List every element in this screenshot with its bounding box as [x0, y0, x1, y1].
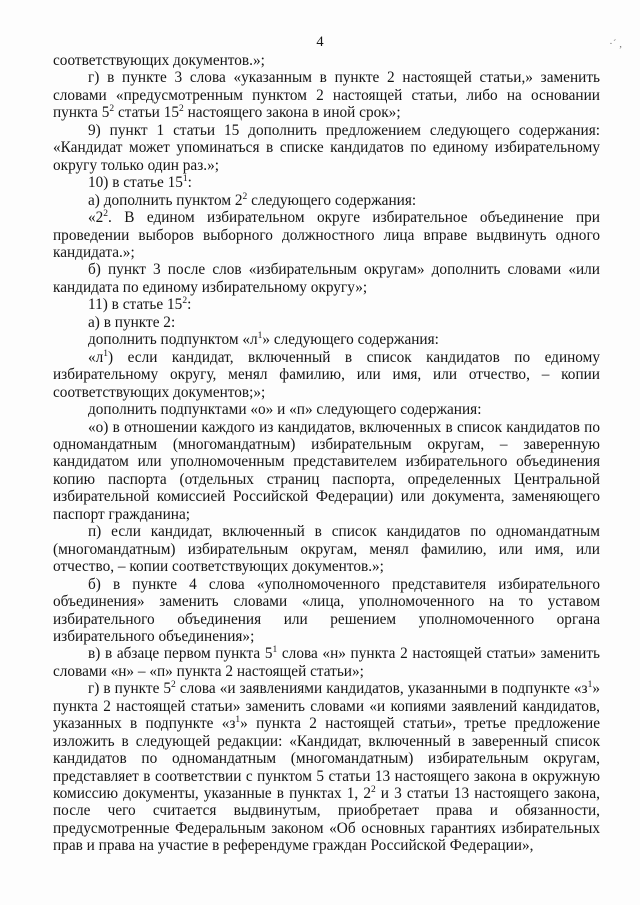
- paragraph: [53, 349, 600, 401]
- text-segment: дополнить подпунктом «л: [88, 331, 258, 349]
- paragraph: [53, 314, 600, 331]
- text-segment: б) пункт 3 после слов «избирательным округам» дополнить словами «или кандидата по единому избирательному округу»;: [53, 261, 600, 296]
- superscript: 2: [370, 785, 376, 796]
- superscript: 2: [242, 191, 248, 202]
- text-segment: » пункта 2 настоящей статьи», третье предложение изложить в следующей редакции: «Кандидат, включенный в заверенный список кандидатов по одномандатным (многомандатным) избирательным округам, представляет в соответствии с пунктом 5 статьи 13 настоящего закона в окружную комиссию документы, указанные в пунктах 1, 2: [53, 715, 600, 803]
- paragraph: [53, 576, 600, 646]
- paragraph: [53, 401, 600, 418]
- paragraph: [53, 296, 600, 313]
- superscript: 2: [179, 104, 184, 115]
- text-segment: ) если кандидат, включенный в список кандидатов по единому избирательному округу, менял фамилию, или имя, или отчество, – копии соответствующих документов;»;: [53, 348, 600, 401]
- superscript: 2: [103, 209, 109, 220]
- superscript: 1: [272, 645, 278, 656]
- paragraph: [53, 174, 600, 191]
- paragraph: [53, 209, 600, 261]
- paragraph: [53, 419, 600, 524]
- text-segment: и 3 статьи 13 настоящего закона, после чего считается выдвинутым, приобретает права и обязанности, предусмотренные Федеральным законом «Об основных гарантиях избирательных прав и права на участие в референдуме граждан Российской Федерации»,: [53, 785, 600, 855]
- superscript: 1: [235, 715, 241, 726]
- paragraph: [53, 122, 600, 174]
- paragraph: [53, 645, 600, 680]
- text-segment: слова «и заявлениями кандидатов, указанными в подпункте «з: [175, 680, 588, 698]
- text-segment: п) если кандидат, включенный в список кандидатов по одномандатным (многомандатным) избирательным округам, менял фамилию, или имя, или отчество, – копии соответствующих документов.»;: [53, 523, 600, 576]
- text-segment: следующего содержания:: [247, 191, 417, 209]
- text-segment: :: [187, 174, 192, 192]
- superscript: 1: [257, 331, 263, 342]
- page-number: 4: [316, 34, 324, 50]
- text-segment: дополнить подпунктами «о» и «п» следующего содержания:: [88, 401, 482, 419]
- text-segment: «л: [88, 348, 104, 366]
- scan-mark: ·ˊ ,: [609, 38, 622, 50]
- text-segment: а) дополнить пунктом 2: [88, 191, 243, 209]
- paragraph: [53, 261, 600, 296]
- superscript: 1: [587, 680, 593, 691]
- text-segment: «2: [88, 209, 104, 227]
- text-segment: а) в пункте 2:: [88, 313, 176, 331]
- text-segment: в) в абзаце первом пункта 5: [88, 645, 273, 663]
- text-segment: «о) в отношении каждого из кандидатов, включенных в список кандидатов по одномандатным (многомандатным) избирательным округам, – заверенную кандидатом или уполномоченным представителем избирательного объединения копию паспорта (отдельных страниц паспорта, определенных Центральной избирательной комиссией Российской Федерации) или документа, заменяющего паспорт гражданина;: [53, 418, 600, 523]
- paragraph: [53, 331, 600, 348]
- text-segment: 11) в статье 15: [88, 296, 183, 314]
- text-segment: г) в пункте 5: [88, 680, 172, 698]
- paragraph: [53, 680, 600, 855]
- document-body: [53, 52, 600, 855]
- paragraph: [53, 192, 600, 209]
- superscript: 1: [103, 348, 109, 359]
- text-segment: б) в пункте 4 слова «уполномоченного представителя избирательного объединения» заменить словами «лица, уполномоченного на то уставом избирательного объединения или решением уполномоченного органа избирательного объединения»;: [53, 575, 600, 645]
- text-segment: » пункта 2 настоящей статьи» заменить словами «и копиями заявлений кандидатов, указанных в подпункте «з: [53, 680, 601, 733]
- text-segment: настоящего закона в иной срок»;: [183, 104, 401, 122]
- superscript: 2: [109, 104, 115, 115]
- text-segment: 9) пункт 1 статьи 15 дополнить предложением следующего содержания: «Кандидат может упоминаться в списке кандидатов по единому избирательному округу только один раз.»;: [53, 121, 600, 174]
- text-segment: » следующего содержания:: [262, 331, 439, 349]
- text-segment: :: [187, 296, 192, 314]
- superscript: 2: [182, 296, 188, 307]
- text-segment: соответствующих документов.»;: [53, 52, 265, 69]
- text-segment: статьи 15: [114, 104, 179, 122]
- text-segment: 10) в статье 15: [88, 174, 183, 192]
- text-segment: г) в пункте 3 слова «указанным в пункте 2 настоящей статьи,» заменить словами «предусмотренным пунктом 2 настоящей статьи, либо на основании пункта 5: [53, 69, 600, 122]
- superscript: 2: [171, 680, 176, 691]
- paragraph: [53, 523, 600, 575]
- paragraph: [53, 69, 600, 121]
- text-segment: . В едином избирательном округе избирательное объединение при проведении выборов выборного должностного лица вправе выдвинуть одного кандидата.»;: [53, 209, 600, 261]
- superscript: 1: [182, 174, 188, 185]
- paragraph: [53, 52, 600, 69]
- text-segment: слова «н» пункта 2 настоящей статьи» заменить словами «н» – «п» пункта 2 настоящей статьи»;: [53, 645, 600, 680]
